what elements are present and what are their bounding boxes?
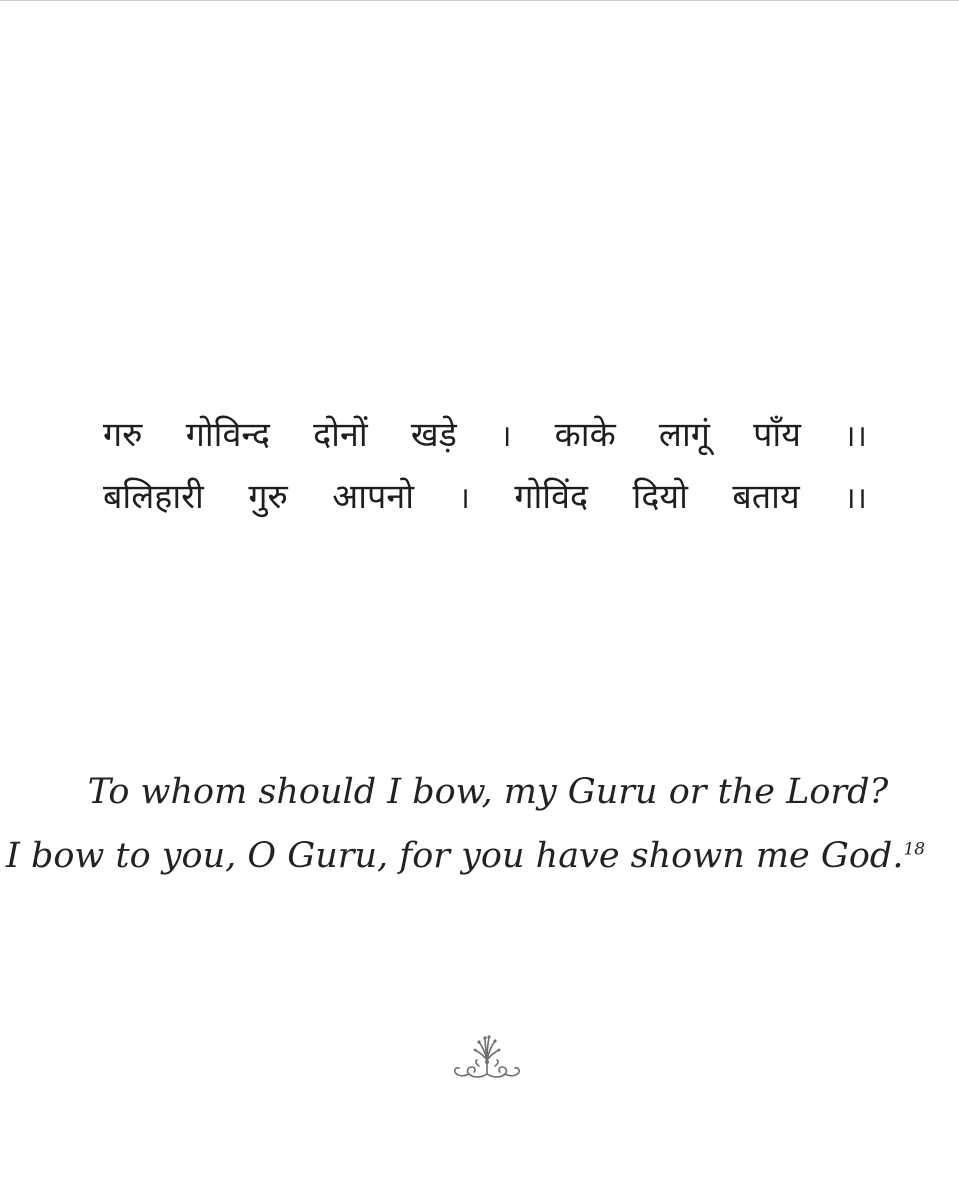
danda: । [458,481,470,516]
hindi-word: आपनो [332,477,415,517]
double-danda: ।। [844,419,867,454]
hindi-word: गुरु [248,477,288,517]
danda: । [500,419,512,454]
english-line-2 [6,824,925,888]
hindi-word: लागूं [658,415,710,455]
hindi-line-1 [103,405,867,467]
floral-ornament-icon [449,1030,525,1086]
hindi-word: खड़े [410,415,457,455]
english-translation [0,760,959,876]
top-rule [0,0,959,1]
hindi-word: गोविंद [514,477,589,517]
hindi-couplet [0,405,959,529]
hindi-word: दोनों [313,415,368,455]
english-line-2-text: I bow to you, O Guru, for you have shown me God. [6,836,904,876]
hindi-line-2 [103,467,867,529]
hindi-word: पाँय [753,415,801,455]
hindi-word: बताय [732,477,800,517]
hindi-word: दियो [632,477,688,517]
double-danda: ।। [844,481,867,516]
hindi-word: बलिहारी [103,477,204,517]
footnote-reference: 18 [903,839,926,860]
hindi-word: गरु [103,415,143,455]
hindi-word: गोविन्द [185,415,270,455]
english-line-1: To whom should I bow, my Guru or the Lord? [87,772,889,812]
hindi-word: काके [554,415,616,455]
